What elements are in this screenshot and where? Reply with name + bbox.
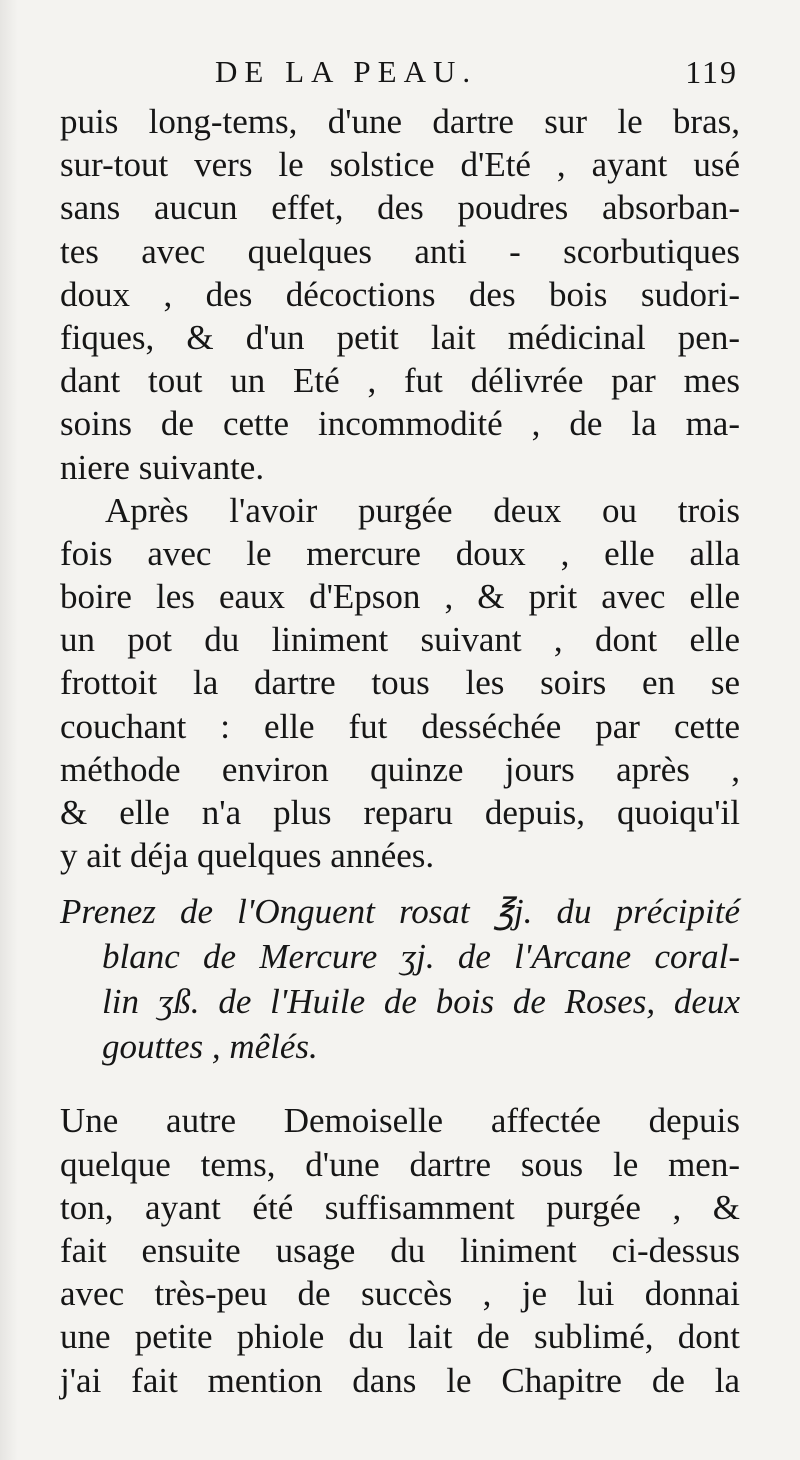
text-line: avec très-peu de succès , je lui donnai bbox=[60, 1274, 740, 1314]
body-text bbox=[60, 100, 740, 1402]
spacer bbox=[60, 1069, 740, 1099]
text-line: niere suivante. bbox=[60, 447, 265, 487]
running-head: DE LA PEAU. bbox=[215, 54, 478, 89]
text-line: tes avec quelques anti - scorbutiques bbox=[60, 231, 740, 271]
text-line: soins de cette incommodité , de la ma- bbox=[60, 404, 740, 444]
page-number: 119 bbox=[685, 54, 738, 90]
spacer bbox=[60, 877, 740, 889]
page-header bbox=[215, 54, 738, 98]
recipe-line: gouttes , mêlés. bbox=[102, 1027, 318, 1067]
text-line: Une autre Demoiselle affectée depuis bbox=[60, 1101, 740, 1141]
text-line: sur-tout vers le solstice d'Eté , ayant usé bbox=[60, 145, 740, 185]
paragraph-3 bbox=[60, 1099, 740, 1401]
text-line: dant tout un Eté , fut délivrée par mes bbox=[60, 361, 740, 401]
text-line: fait ensuite usage du liniment ci-dessus bbox=[60, 1230, 740, 1270]
paragraph-2 bbox=[60, 489, 740, 878]
recipe-line: lin ʒß. de l'Huile de bois de Roses, deux bbox=[102, 982, 740, 1022]
text-line: sans aucun effet, des poudres absorban- bbox=[60, 188, 740, 228]
text-line: doux , des décoctions des bois sudori- bbox=[60, 274, 740, 314]
text-line: quelque tems, d'une dartre sous le men- bbox=[60, 1144, 740, 1184]
paragraph-1 bbox=[60, 100, 740, 489]
text-line: frottoit la dartre tous les soirs en se bbox=[60, 663, 740, 703]
text-line: fiques, & d'un petit lait médicinal pen- bbox=[60, 317, 740, 357]
text-line: puis long-tems, d'une dartre sur le bras, bbox=[60, 102, 740, 141]
text-line: ton, ayant été suffisamment purgée , & bbox=[60, 1187, 740, 1227]
text-line: j'ai fait mention dans le Chapitre de la bbox=[60, 1360, 740, 1400]
text-line: y ait déja quelques années. bbox=[60, 836, 435, 876]
text-line: fois avec le mercure doux , elle alla bbox=[60, 533, 740, 573]
recipe-block bbox=[60, 889, 740, 1069]
text-line: méthode environ quinze jours après , bbox=[60, 749, 740, 789]
recipe-line: Prenez de l'Onguent rosat ℥j. du précipité bbox=[60, 892, 740, 932]
text-line: un pot du liniment suivant , dont elle bbox=[60, 620, 740, 660]
text-line: boire les eaux d'Epson , & prit avec elle bbox=[60, 577, 740, 617]
text-line: une petite phiole du lait de sublimé, dont bbox=[60, 1317, 740, 1357]
text-line: & elle n'a plus reparu depuis, quoiqu'il bbox=[60, 793, 740, 832]
text-line: couchant : elle fut desséchée par cette bbox=[60, 706, 740, 746]
recipe-line: blanc de Mercure ʒj. de l'Arcane coral- bbox=[102, 937, 740, 977]
text-line: Après l'avoir purgée deux ou trois bbox=[105, 490, 740, 530]
